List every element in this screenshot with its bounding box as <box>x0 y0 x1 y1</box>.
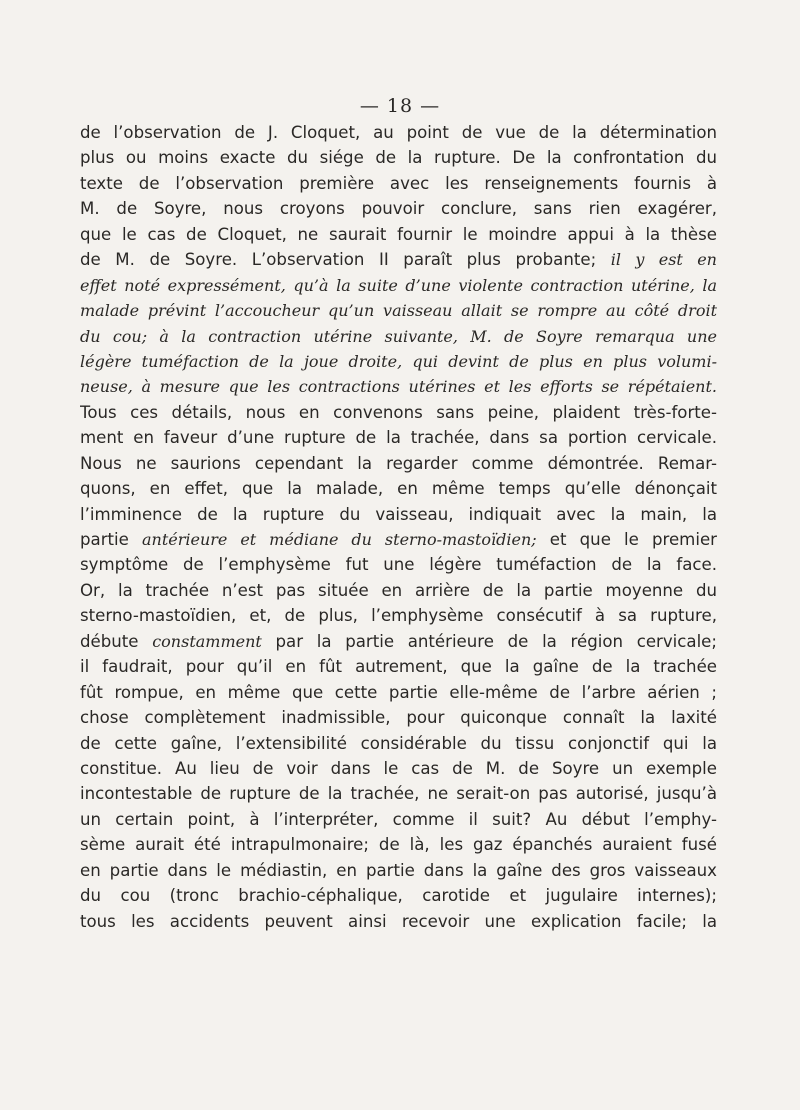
text-line <box>80 298 717 323</box>
text-segment: l’imminence de la rupture du vaisseau, indiquait avec la main, la <box>80 504 717 524</box>
text-segment: et que le premier <box>536 530 717 549</box>
text-line <box>80 324 717 349</box>
text-line <box>80 247 717 272</box>
text-line <box>80 502 717 527</box>
text-line <box>80 883 717 908</box>
text-line <box>80 603 717 628</box>
text-line <box>80 629 717 654</box>
text-line <box>80 171 717 196</box>
text-segment: Tous ces détails, nous en convenons sans peine, plaident très-forte- <box>80 402 717 422</box>
text-line <box>80 476 717 501</box>
text-segment: partie <box>80 530 142 549</box>
text-segment: M. de Soyre, nous croyons pouvoir conclure, sans rien exagérer, <box>80 199 717 219</box>
italic-text: effet noté expressément, qu’à la suite d’une violente contraction utérine, la <box>80 275 717 295</box>
italic-text: du cou; à la contraction utérine suivante, M. de Soyre remarqua une <box>80 326 717 346</box>
text-segment: symptôme de l’emphysème fut une légère tuméfaction de la face. <box>80 555 717 575</box>
text-segment: texte de l’observation première avec les renseignements fournis à <box>80 173 717 193</box>
italic-text: constamment <box>152 631 262 651</box>
text-line <box>80 705 717 730</box>
text-segment: plus ou moins exacte du siége de la rupture. De la confrontation du <box>80 148 717 168</box>
text-line <box>80 196 717 221</box>
text-segment: tous les accidents peuvent ainsi recevoir une explication facile; la <box>80 911 717 931</box>
text-segment: en partie dans le médiastin, en partie dans la gaîne des gros vaisseaux <box>80 860 717 880</box>
text-segment: fût rompue, en même que cette partie elle-même de l’arbre aérien ; <box>80 682 717 702</box>
text-line <box>80 756 717 781</box>
text-line <box>80 145 717 170</box>
text-segment: incontestable de rupture de la trachée, ne serait-on pas autorisé, jusqu’à <box>80 784 717 804</box>
page-number: — 18 — <box>359 95 441 117</box>
text-line <box>80 527 717 552</box>
text-segment: quons, en effet, que la malade, en même temps qu’elle dénonçait <box>80 479 717 499</box>
text-line <box>80 858 717 883</box>
text-segment: il faudrait, pour qu’il en fût autrement, que la gaîne de la trachée <box>80 657 717 677</box>
text-segment: chose complètement inadmissible, pour quiconque connaît la laxité <box>80 708 717 728</box>
text-segment: un certain point, à l’interpréter, comme il suit? Au début l’emphy- <box>80 809 717 829</box>
body-text <box>80 120 717 934</box>
text-segment: par la partie antérieure de la région cervicale; <box>261 631 717 651</box>
text-line <box>80 731 717 756</box>
text-segment: de l’observation de J. Cloquet, au point de vue de la détermination <box>80 123 717 142</box>
text-line <box>80 552 717 577</box>
text-segment: Or, la trachée n’est pas située en arrière de la partie moyenne du <box>80 580 717 600</box>
text-line <box>80 680 717 705</box>
text-segment: débute <box>80 631 153 651</box>
italic-text: neuse, à mesure que les contractions utérines et les efforts se répétaient. <box>80 377 717 397</box>
text-segment: que le cas de Cloquet, ne saurait fournir le moindre appui à la thèse <box>80 224 717 244</box>
text-line <box>80 400 717 425</box>
italic-text: antérieure et médiane du sterno-mastoïdien; <box>141 530 537 549</box>
text-line <box>80 832 717 857</box>
text-segment: constitue. Au lieu de voir dans le cas de M. de Soyre un exemple <box>80 758 717 778</box>
text-segment: de cette gaîne, l’extensibilité considérable du tissu conjonctif qui la <box>80 733 717 753</box>
text-line <box>80 781 717 806</box>
text-line <box>80 654 717 679</box>
text-line <box>80 578 717 603</box>
text-line <box>80 349 717 374</box>
text-segment: sème aurait été intrapulmonaire; de là, les gaz épanchés auraient fusé <box>80 835 717 855</box>
text-segment: Nous ne saurions cependant la regarder comme démontrée. Remar- <box>80 453 717 473</box>
text-segment: du cou (tronc brachio-céphalique, carotide et jugulaire internes); <box>80 886 717 906</box>
italic-text: il y est en <box>610 250 717 270</box>
text-line <box>80 120 717 145</box>
italic-text: légère tuméfaction de la joue droite, qui devint de plus en plus volumi- <box>80 351 717 371</box>
italic-text: malade prévint l’accoucheur qu’un vaisseau allait se rompre au côté droit <box>80 301 717 321</box>
text-line <box>80 273 717 298</box>
text-line <box>80 807 717 832</box>
text-line <box>80 909 717 934</box>
text-line <box>80 374 717 399</box>
text-line <box>80 451 717 476</box>
text-line <box>80 222 717 247</box>
text-line <box>80 425 717 450</box>
text-segment: de M. de Soyre. L’observation II paraît plus probante; <box>80 250 611 270</box>
text-segment: ment en faveur d’une rupture de la trachée, dans sa portion cervicale. <box>80 428 717 448</box>
text-segment: sterno-mastoïdien, et, de plus, l’emphysème consécutif à sa rupture, <box>80 606 717 626</box>
